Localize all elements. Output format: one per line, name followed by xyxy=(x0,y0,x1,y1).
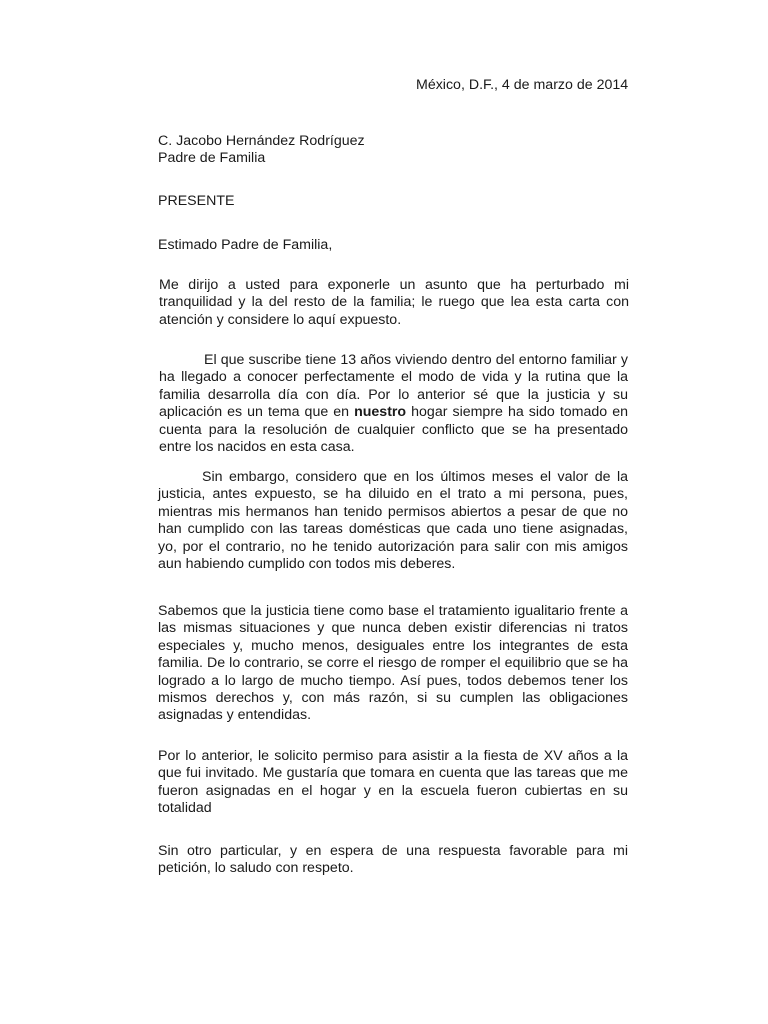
paragraph-4: Sabemos que la justicia tiene como base el tratamiento igualitario frente a las mismas situaciones y que nunca deben existir diferencias ni tratos especiales y, mucho menos, desiguales entre los integrantes de esta familia. De lo contrario, se corre el riesgo de romper el equilibrio que se ha logrado a lo largo de mucho tiempo. Así pues, todos debemos tener los mismos derechos y, con más razón, si su cumplen las obligaciones asignadas y entendidas. xyxy=(158,603,628,724)
salutation: Estimado Padre de Familia, xyxy=(158,237,333,253)
recipient-role: Padre de Familia xyxy=(158,150,266,166)
paragraph-5: Por lo anterior, le solicito permiso para asistir a la fiesta de XV años a la que fui invitado. Me gustaría que tomara en cuenta que las tareas que me fueron asignadas en el hogar y en la escuela fueron cubiertas en su totalidad xyxy=(158,748,628,817)
paragraph-2 xyxy=(159,352,628,456)
paragraph-2-text-a: El que suscribe tiene 13 años viviendo dentro del entorno familiar y ha llegado a conocer perfectamente el modo de vida y la rutina que la familia desarrolla día con día. Por lo anterior sé que la justicia y su aplicación es un tema que en xyxy=(159,352,628,421)
paragraph-6: Sin otro particular, y en espera de una respuesta favorable para mi petición, lo saludo con respeto. xyxy=(158,843,628,877)
paragraph-2-emphasis: nuestro xyxy=(354,404,407,421)
paragraph-3: Sin embargo, considero que en los últimos meses el valor de la justicia, antes expuesto, se ha diluido en el trato a mi persona, pues, mientras mis hermanos han tenido permisos abiertos a pesar de que no han cumplido con las tareas domésticas que cada uno tiene asignadas, yo, por el contrario, no he tenido autorización para salir con mis amigos aun habiendo cumplido con todos mis deberes. xyxy=(158,469,628,573)
paragraph-2-text-b: hogar siempre ha sido tomado en cuenta para la resolución de cualquier conflicto que se ha presentado entre los nacidos en esta casa. xyxy=(159,404,628,456)
paragraph-1: Me dirijo a usted para exponerle un asunto que ha perturbado mi tranquilidad y la del resto de la familia; le ruego que lea esta carta con atención y considere lo aquí expuesto. xyxy=(159,277,629,328)
recipient-name: C. Jacobo Hernández Rodríguez xyxy=(158,133,365,149)
presente-heading: PRESENTE xyxy=(158,193,235,209)
date-line: México, D.F., 4 de marzo de 2014 xyxy=(416,77,629,93)
